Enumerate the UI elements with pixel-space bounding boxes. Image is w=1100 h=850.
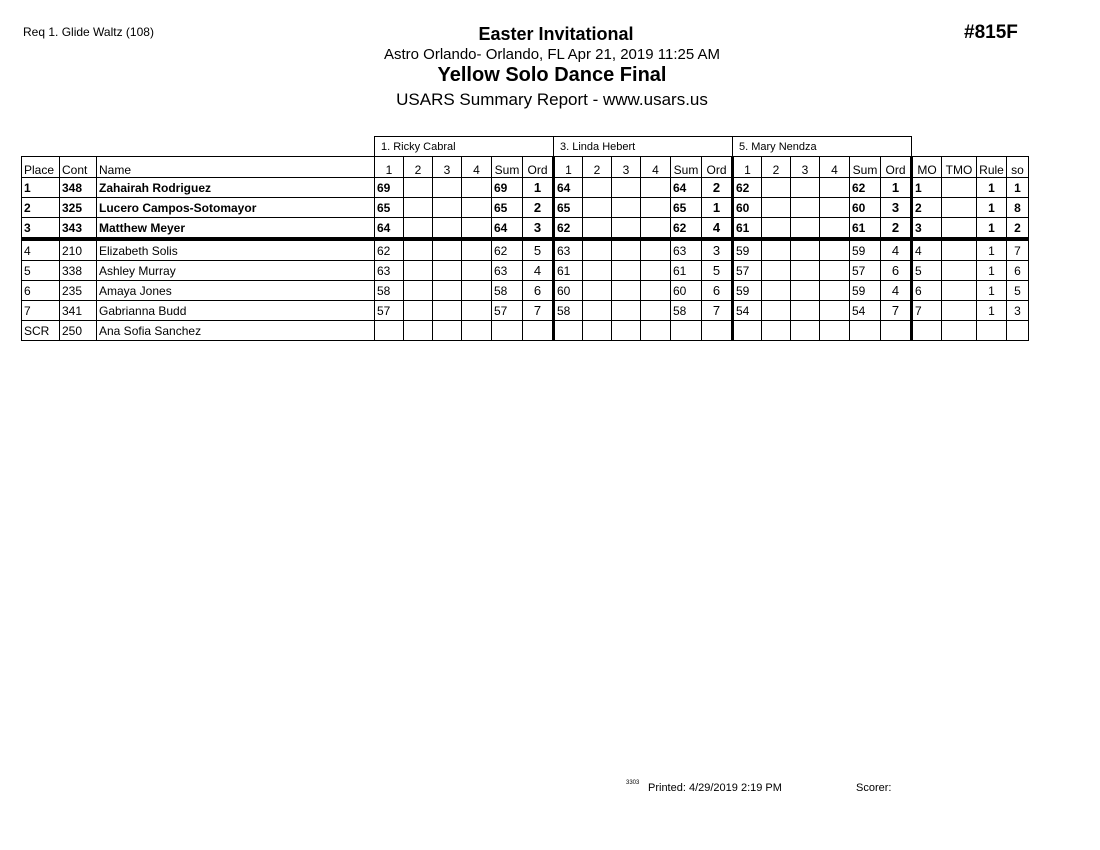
j1-score-4-cell <box>462 261 492 281</box>
j2-ordinal-cell: 3 <box>702 239 733 261</box>
j3-score-2-cell <box>762 198 791 218</box>
j1-score-3-cell <box>433 261 462 281</box>
j1-score-3-cell <box>433 198 462 218</box>
judge-2-name: 3. Linda Hebert <box>554 137 733 157</box>
so-cell: 1 <box>1007 178 1029 198</box>
j1-sum-cell: 58 <box>492 281 523 301</box>
table-row <box>22 301 1029 321</box>
j3-score-3-cell <box>791 261 820 281</box>
j3-score-1-cell: 60 <box>733 198 762 218</box>
column-header-row <box>22 157 1029 178</box>
place-cell: 6 <box>22 281 60 301</box>
tmo-cell <box>942 198 977 218</box>
table-row <box>22 178 1029 198</box>
j2-sum-cell: 64 <box>671 178 702 198</box>
j1-score-3-cell <box>433 178 462 198</box>
j3-score-2-cell <box>762 261 791 281</box>
tmo-cell <box>942 178 977 198</box>
j2-score-1-cell: 63 <box>554 239 583 261</box>
j2-score-2-cell <box>583 239 612 261</box>
j1-ordinal-cell: 4 <box>523 261 554 281</box>
tmo-cell <box>942 261 977 281</box>
j3-score-4-cell <box>820 198 850 218</box>
col-j2-s2: 2 <box>583 157 612 178</box>
scorer-label: Scorer: <box>856 782 892 794</box>
tmo-cell <box>942 218 977 240</box>
j1-score-3-cell <box>433 218 462 240</box>
col-j1-sum: Sum <box>492 157 523 178</box>
j3-score-4-cell <box>820 218 850 240</box>
footer-mark: 3303 <box>626 780 640 786</box>
j1-sum-cell: 63 <box>492 261 523 281</box>
mo-cell: 7 <box>912 301 942 321</box>
so-cell <box>1007 321 1029 341</box>
col-j2-s4: 4 <box>641 157 671 178</box>
j1-score-1-cell: 63 <box>375 261 404 281</box>
j3-score-3-cell <box>791 218 820 240</box>
j2-score-4-cell <box>641 261 671 281</box>
j2-ordinal-cell: 5 <box>702 261 733 281</box>
col-j1-s2: 2 <box>404 157 433 178</box>
j2-score-3-cell <box>612 178 641 198</box>
table-row <box>22 218 1029 240</box>
place-cell: 1 <box>22 178 60 198</box>
j1-score-1-cell: 57 <box>375 301 404 321</box>
event-number: #815F <box>964 22 1018 43</box>
col-j2-s1: 1 <box>554 157 583 178</box>
rule-cell: 1 <box>977 198 1007 218</box>
request-label: Req 1. Glide Waltz (108) <box>23 25 154 39</box>
mo-cell: 2 <box>912 198 942 218</box>
place-cell: 2 <box>22 198 60 218</box>
j1-score-4-cell <box>462 301 492 321</box>
j3-score-1-cell <box>733 321 762 341</box>
j1-score-2-cell <box>404 321 433 341</box>
skater-name-cell: Ashley Murray <box>97 261 375 281</box>
j2-ordinal-cell: 2 <box>702 178 733 198</box>
j2-score-1-cell: 61 <box>554 261 583 281</box>
j2-score-3-cell <box>612 198 641 218</box>
col-j3-s4: 4 <box>820 157 850 178</box>
place-cell: 7 <box>22 301 60 321</box>
contestant-number-cell: 210 <box>60 239 97 261</box>
j2-score-3-cell <box>612 239 641 261</box>
j2-score-1-cell: 58 <box>554 301 583 321</box>
j1-score-1-cell: 64 <box>375 218 404 240</box>
skater-name-cell: Elizabeth Solis <box>97 239 375 261</box>
j2-score-1-cell <box>554 321 583 341</box>
j2-score-3-cell <box>612 301 641 321</box>
j1-score-1-cell: 62 <box>375 239 404 261</box>
col-j3-s1: 1 <box>733 157 762 178</box>
col-name: Name <box>97 157 375 178</box>
j2-score-3-cell <box>612 218 641 240</box>
place-cell: 3 <box>22 218 60 240</box>
table-row <box>22 261 1029 281</box>
j2-score-1-cell: 65 <box>554 198 583 218</box>
rule-cell: 1 <box>977 281 1007 301</box>
j1-sum-cell: 57 <box>492 301 523 321</box>
table-row <box>22 239 1029 261</box>
j3-score-4-cell <box>820 178 850 198</box>
col-j2-s3: 3 <box>612 157 641 178</box>
j3-score-4-cell <box>820 261 850 281</box>
j2-score-3-cell <box>612 261 641 281</box>
j3-score-2-cell <box>762 178 791 198</box>
mo-cell: 3 <box>912 218 942 240</box>
j3-score-4-cell <box>820 239 850 261</box>
mo-cell: 5 <box>912 261 942 281</box>
j1-score-2-cell <box>404 281 433 301</box>
contestant-number-cell: 338 <box>60 261 97 281</box>
j2-score-4-cell <box>641 281 671 301</box>
j3-sum-cell: 59 <box>850 239 881 261</box>
col-j2-sum: Sum <box>671 157 702 178</box>
j1-ordinal-cell: 7 <box>523 301 554 321</box>
j2-score-1-cell: 60 <box>554 281 583 301</box>
j3-score-3-cell <box>791 239 820 261</box>
j3-score-4-cell <box>820 301 850 321</box>
j2-ordinal-cell: 6 <box>702 281 733 301</box>
j2-score-2-cell <box>583 198 612 218</box>
col-j3-s2: 2 <box>762 157 791 178</box>
rule-cell: 1 <box>977 218 1007 240</box>
j1-score-3-cell <box>433 281 462 301</box>
j3-score-2-cell <box>762 239 791 261</box>
j2-sum-cell: 60 <box>671 281 702 301</box>
j1-score-4-cell <box>462 218 492 240</box>
j2-score-4-cell <box>641 239 671 261</box>
rule-cell <box>977 321 1007 341</box>
j3-sum-cell: 59 <box>850 281 881 301</box>
so-cell: 2 <box>1007 218 1029 240</box>
j2-score-4-cell <box>641 321 671 341</box>
j1-score-3-cell <box>433 239 462 261</box>
j3-score-2-cell <box>762 301 791 321</box>
j3-ordinal-cell <box>881 321 912 341</box>
col-cont: Cont <box>60 157 97 178</box>
j3-score-1-cell: 62 <box>733 178 762 198</box>
j2-score-2-cell <box>583 178 612 198</box>
rule-cell: 1 <box>977 261 1007 281</box>
j3-score-3-cell <box>791 198 820 218</box>
j2-score-4-cell <box>641 301 671 321</box>
j3-sum-cell: 54 <box>850 301 881 321</box>
j1-score-3-cell <box>433 301 462 321</box>
j3-score-3-cell <box>791 178 820 198</box>
j1-score-4-cell <box>462 198 492 218</box>
j3-sum-cell: 61 <box>850 218 881 240</box>
col-place: Place <box>22 157 60 178</box>
table-row <box>22 321 1029 341</box>
competition-location: Astro Orlando- Orlando, FL Apr 21, 2019 11:25 AM <box>383 46 721 63</box>
j1-score-1-cell <box>375 321 404 341</box>
j1-score-4-cell <box>462 239 492 261</box>
j3-score-3-cell <box>791 301 820 321</box>
j1-ordinal-cell: 5 <box>523 239 554 261</box>
j2-sum-cell: 63 <box>671 239 702 261</box>
j3-sum-cell <box>850 321 881 341</box>
j3-score-1-cell: 59 <box>733 281 762 301</box>
j2-sum-cell: 61 <box>671 261 702 281</box>
j1-ordinal-cell: 3 <box>523 218 554 240</box>
j1-score-2-cell <box>404 198 433 218</box>
skater-name-cell: Lucero Campos-Sotomayor <box>97 198 375 218</box>
col-j1-s3: 3 <box>433 157 462 178</box>
j1-score-4-cell <box>462 321 492 341</box>
j2-sum-cell: 65 <box>671 198 702 218</box>
col-tmo: TMO <box>942 157 977 178</box>
j3-score-4-cell <box>820 281 850 301</box>
j1-score-2-cell <box>404 301 433 321</box>
col-j3-ord: Ord <box>881 157 912 178</box>
so-cell: 8 <box>1007 198 1029 218</box>
j2-score-4-cell <box>641 198 671 218</box>
skater-name-cell: Matthew Meyer <box>97 218 375 240</box>
so-cell: 5 <box>1007 281 1029 301</box>
j2-score-3-cell <box>612 281 641 301</box>
col-j1-s1: 1 <box>375 157 404 178</box>
j1-score-1-cell: 69 <box>375 178 404 198</box>
contestant-number-cell: 325 <box>60 198 97 218</box>
j1-ordinal-cell: 2 <box>523 198 554 218</box>
j3-ordinal-cell: 1 <box>881 178 912 198</box>
results-table <box>21 136 1029 341</box>
j2-score-3-cell <box>612 321 641 341</box>
j3-score-2-cell <box>762 281 791 301</box>
j2-ordinal-cell: 1 <box>702 198 733 218</box>
mo-cell <box>912 321 942 341</box>
j1-score-1-cell: 65 <box>375 198 404 218</box>
j3-ordinal-cell: 6 <box>881 261 912 281</box>
col-j1-s4: 4 <box>462 157 492 178</box>
col-j3-sum: Sum <box>850 157 881 178</box>
printed-timestamp: Printed: 4/29/2019 2:19 PM <box>648 782 782 794</box>
j3-sum-cell: 62 <box>850 178 881 198</box>
j2-score-2-cell <box>583 321 612 341</box>
judge-header-row <box>22 137 1029 157</box>
col-j2-ord: Ord <box>702 157 733 178</box>
tmo-cell <box>942 301 977 321</box>
skater-name-cell: Amaya Jones <box>97 281 375 301</box>
skater-name-cell: Gabrianna Budd <box>97 301 375 321</box>
so-cell: 3 <box>1007 301 1029 321</box>
j2-ordinal-cell: 7 <box>702 301 733 321</box>
j2-score-2-cell <box>583 301 612 321</box>
table-row <box>22 198 1029 218</box>
j3-score-1-cell: 57 <box>733 261 762 281</box>
j3-ordinal-cell: 3 <box>881 198 912 218</box>
j2-sum-cell: 58 <box>671 301 702 321</box>
j3-score-1-cell: 54 <box>733 301 762 321</box>
col-mo: MO <box>912 157 942 178</box>
so-cell: 6 <box>1007 261 1029 281</box>
j2-score-1-cell: 64 <box>554 178 583 198</box>
j3-sum-cell: 60 <box>850 198 881 218</box>
j3-score-4-cell <box>820 321 850 341</box>
so-cell: 7 <box>1007 239 1029 261</box>
skater-name-cell: Zahairah Rodriguez <box>97 178 375 198</box>
j1-score-2-cell <box>404 178 433 198</box>
rule-cell: 1 <box>977 178 1007 198</box>
j3-score-3-cell <box>791 321 820 341</box>
j3-ordinal-cell: 7 <box>881 301 912 321</box>
j2-ordinal-cell <box>702 321 733 341</box>
j1-sum-cell: 64 <box>492 218 523 240</box>
j1-ordinal-cell: 1 <box>523 178 554 198</box>
judge-1-name: 1. Ricky Cabral <box>375 137 554 157</box>
j1-score-1-cell: 58 <box>375 281 404 301</box>
table-row <box>22 281 1029 301</box>
j2-sum-cell <box>671 321 702 341</box>
contestant-number-cell: 348 <box>60 178 97 198</box>
contestant-number-cell: 341 <box>60 301 97 321</box>
j2-score-1-cell: 62 <box>554 218 583 240</box>
skater-name-cell: Ana Sofia Sanchez <box>97 321 375 341</box>
j3-score-1-cell: 61 <box>733 218 762 240</box>
j3-score-3-cell <box>791 281 820 301</box>
contestant-number-cell: 250 <box>60 321 97 341</box>
j2-sum-cell: 62 <box>671 218 702 240</box>
j1-score-2-cell <box>404 218 433 240</box>
j1-score-2-cell <box>404 261 433 281</box>
j2-score-2-cell <box>583 281 612 301</box>
tmo-cell <box>942 239 977 261</box>
mo-cell: 1 <box>912 178 942 198</box>
j1-score-3-cell <box>433 321 462 341</box>
contestant-number-cell: 235 <box>60 281 97 301</box>
col-so: so <box>1007 157 1029 178</box>
rule-cell: 1 <box>977 301 1007 321</box>
rule-cell: 1 <box>977 239 1007 261</box>
col-j3-s3: 3 <box>791 157 820 178</box>
j1-score-4-cell <box>462 178 492 198</box>
j1-ordinal-cell: 6 <box>523 281 554 301</box>
place-cell: 5 <box>22 261 60 281</box>
j1-ordinal-cell <box>523 321 554 341</box>
contestant-number-cell: 343 <box>60 218 97 240</box>
report-title: USARS Summary Report - www.usars.us <box>396 90 708 109</box>
j2-score-4-cell <box>641 218 671 240</box>
competition-title: Easter Invitational <box>478 24 634 44</box>
j3-sum-cell: 57 <box>850 261 881 281</box>
j3-score-1-cell: 59 <box>733 239 762 261</box>
j2-score-2-cell <box>583 261 612 281</box>
j1-sum-cell <box>492 321 523 341</box>
j1-sum-cell: 65 <box>492 198 523 218</box>
j3-score-2-cell <box>762 321 791 341</box>
j3-ordinal-cell: 4 <box>881 281 912 301</box>
tmo-cell <box>942 321 977 341</box>
event-name: Yellow Solo Dance Final <box>437 64 667 86</box>
place-cell: SCR <box>22 321 60 341</box>
j1-sum-cell: 62 <box>492 239 523 261</box>
j1-score-2-cell <box>404 239 433 261</box>
mo-cell: 4 <box>912 239 942 261</box>
j2-score-2-cell <box>583 218 612 240</box>
j3-score-2-cell <box>762 218 791 240</box>
col-j1-ord: Ord <box>523 157 554 178</box>
j1-sum-cell: 69 <box>492 178 523 198</box>
col-rule: Rule <box>977 157 1007 178</box>
j3-ordinal-cell: 4 <box>881 239 912 261</box>
place-cell: 4 <box>22 239 60 261</box>
tmo-cell <box>942 281 977 301</box>
j3-ordinal-cell: 2 <box>881 218 912 240</box>
j2-score-4-cell <box>641 178 671 198</box>
mo-cell: 6 <box>912 281 942 301</box>
j2-ordinal-cell: 4 <box>702 218 733 240</box>
j1-score-4-cell <box>462 281 492 301</box>
judge-3-name: 5. Mary Nendza <box>733 137 912 157</box>
